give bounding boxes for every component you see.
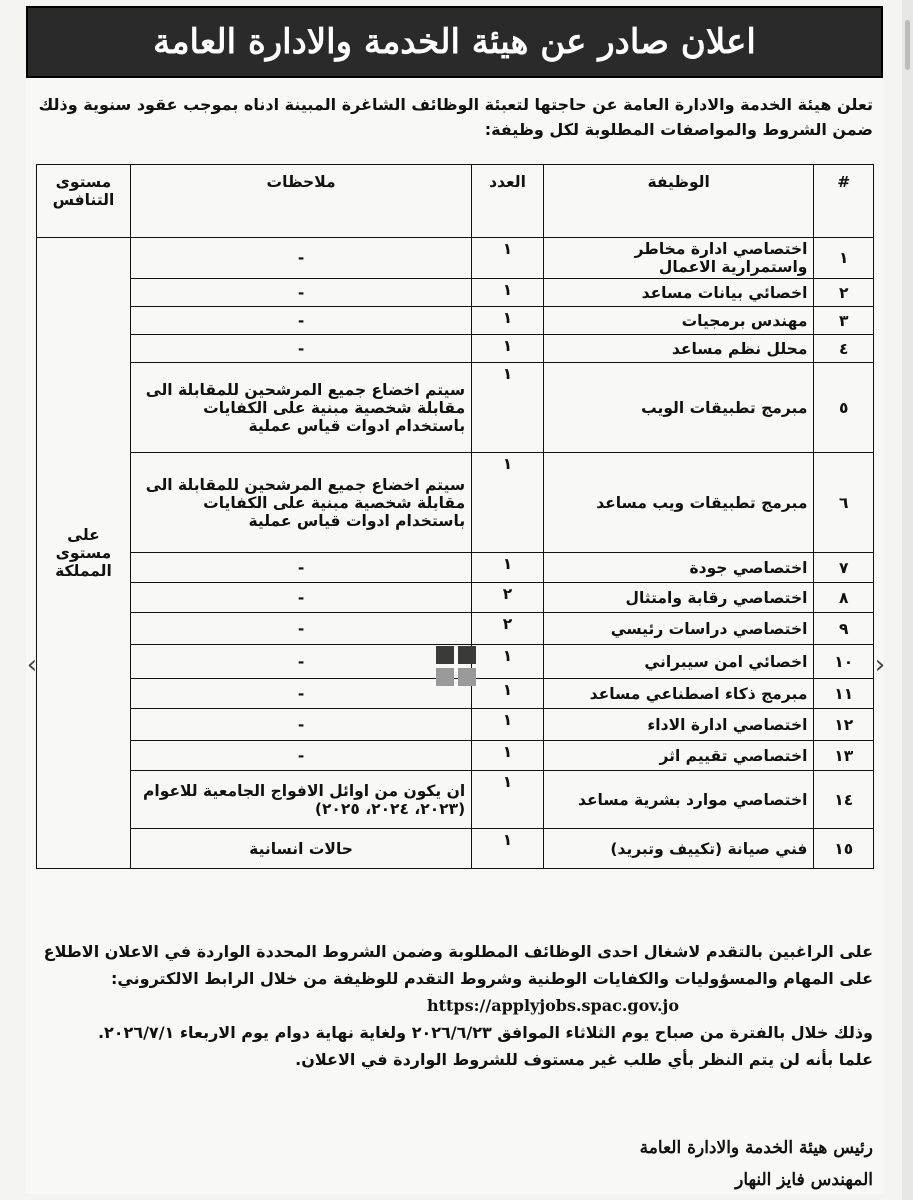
row-job: اختصاصي تقييم اثر [543, 741, 814, 771]
row-job: مبرمج ذكاء اصطناعي مساعد [543, 679, 814, 709]
row-job: مهندس برمجيات [543, 307, 814, 335]
table-body [37, 238, 874, 869]
row-job: اختصاصي موارد بشرية مساعد [543, 771, 814, 829]
row-job: اختصاصي جودة [543, 553, 814, 583]
row-job: اختصاصي ادارة الاداء [543, 709, 814, 741]
header-count: العدد [472, 165, 544, 238]
row-count: ١ [472, 238, 544, 279]
row-notes: - [130, 335, 471, 363]
conditions-note: علما بأنه لن يتم النظر بأي طلب غير مستوف للشروط الواردة في الاعلان. [295, 1050, 873, 1069]
row-notes: - [130, 645, 471, 679]
grid-icon[interactable] [436, 646, 476, 686]
row-notes: - [130, 741, 471, 771]
scrollbar[interactable] [902, 0, 913, 1200]
signature-title: رئيس هيئة الخدمة والادارة العامة [639, 1138, 873, 1158]
row-notes: - [130, 553, 471, 583]
row-num: ١٣ [814, 741, 874, 771]
row-job: مبرمج تطبيقات الويب [543, 363, 814, 453]
row-count: ١ [472, 335, 544, 363]
row-count: ١ [472, 307, 544, 335]
row-num: ١١ [814, 679, 874, 709]
header-level: مستوى التنافس [37, 165, 131, 238]
table-row [37, 583, 874, 613]
row-count: ١ [472, 453, 544, 553]
table-row [37, 363, 874, 453]
chevron-right-icon[interactable]: › [874, 650, 886, 680]
announcement-title: اعلان صادر عن هيئة الخدمة والادارة العامة [26, 6, 883, 78]
row-num: ٨ [814, 583, 874, 613]
row-job: اخصائي بيانات مساعد [543, 279, 814, 307]
table-row [37, 741, 874, 771]
application-period: وذلك خلال بالفترة من صباح يوم الثلاثاء الموافق ٢٠٢٦/٦/٢٣ ولغاية نهاية دوام يوم الاربعاء ٢٠٢٦/٧/١. [97, 1023, 873, 1042]
chevron-left-icon[interactable]: ‹ [26, 650, 38, 680]
announcement-document [26, 6, 883, 1194]
row-num: ٥ [814, 363, 874, 453]
row-count: ٢ [472, 613, 544, 645]
table-row [37, 238, 874, 279]
scrollbar-thumb[interactable] [905, 20, 910, 70]
row-notes: ان يكون من اوائل الافواج الجامعية للاعوام (٢٠٢٣، ٢٠٢٤، ٢٠٢٥) [130, 771, 471, 829]
row-count: ١ [472, 645, 544, 679]
intro-paragraph: تعلن هيئة الخدمة والادارة العامة عن حاجتها لتعبئة الوظائف الشاغرة المبينة ادناه بموجب عقود سنوية وذلك ضمن الشروط والمواصفات المطلوبة لكل وظيفة: [38, 95, 873, 139]
signature-block [640, 1132, 873, 1196]
row-job: اختصاصي رقابة وامتثال [543, 583, 814, 613]
jobs-table [36, 164, 874, 869]
signature-name: المهندس فايز النهار [735, 1170, 873, 1190]
row-job: محلل نظم مساعد [543, 335, 814, 363]
row-job: اختصاصي ادارة مخاطر واستمرارية الاعمال [543, 238, 814, 279]
row-count: ١ [472, 771, 544, 829]
row-num: ١٠ [814, 645, 874, 679]
table-row [37, 709, 874, 741]
row-num: ٣ [814, 307, 874, 335]
row-num: ١٢ [814, 709, 874, 741]
table-row [37, 771, 874, 829]
apply-link[interactable]: https://applyjobs.spac.gov.jo [427, 996, 679, 1015]
row-level: على مستوى المملكة [37, 238, 131, 869]
row-job: اختصاصي دراسات رئيسي [543, 613, 814, 645]
row-notes: - [130, 679, 471, 709]
row-notes: حالات انسانية [130, 829, 471, 869]
table-row [37, 553, 874, 583]
table-row [37, 335, 874, 363]
row-job: اخصائي امن سيبراني [543, 645, 814, 679]
row-count: ١ [472, 679, 544, 709]
table-row [37, 829, 874, 869]
row-num: ٦ [814, 453, 874, 553]
table-row [37, 279, 874, 307]
row-num: ١ [814, 238, 874, 279]
row-count: ١ [472, 363, 544, 453]
row-num: ٩ [814, 613, 874, 645]
row-job: مبرمج تطبيقات ويب مساعد [543, 453, 814, 553]
table-row [37, 453, 874, 553]
header-job: الوظيفة [543, 165, 814, 238]
row-notes: سيتم اخضاع جميع المرشحين للمقابلة الى مقابلة شخصية مبنية على الكفايات باستخدام ادوات قياس عملية [130, 363, 471, 453]
closing-text [33, 938, 873, 1073]
row-num: ٢ [814, 279, 874, 307]
table-header-row [37, 165, 874, 238]
application-instructions: على الراغبين بالتقدم لاشغال احدى الوظائف المطلوبة وضمن الشروط المحددة الواردة في الاعلان الاطلاع على المهام والمسؤوليات والكفايات الوطنية وشروط التقدم للوظيفة من خلال الرابط الالكتروني: [43, 942, 873, 988]
table-row [37, 613, 874, 645]
row-count: ١ [472, 829, 544, 869]
row-job: فني صيانة (تكييف وتبريد) [543, 829, 814, 869]
header-num: # [814, 165, 874, 238]
row-notes: - [130, 583, 471, 613]
row-num: ٤ [814, 335, 874, 363]
row-num: ٧ [814, 553, 874, 583]
row-notes: - [130, 307, 471, 335]
header-notes: ملاحظات [130, 165, 471, 238]
row-count: ١ [472, 741, 544, 771]
row-count: ١ [472, 279, 544, 307]
row-notes: - [130, 613, 471, 645]
row-num: ١٥ [814, 829, 874, 869]
row-count: ١ [472, 709, 544, 741]
row-notes: - [130, 238, 471, 279]
row-notes: - [130, 709, 471, 741]
row-num: ١٤ [814, 771, 874, 829]
row-notes: سيتم اخضاع جميع المرشحين للمقابلة الى مقابلة شخصية مبنية على الكفايات باستخدام ادوات قياس عملية [130, 453, 471, 553]
table-row [37, 307, 874, 335]
row-count: ١ [472, 553, 544, 583]
row-count: ٢ [472, 583, 544, 613]
row-notes: - [130, 279, 471, 307]
